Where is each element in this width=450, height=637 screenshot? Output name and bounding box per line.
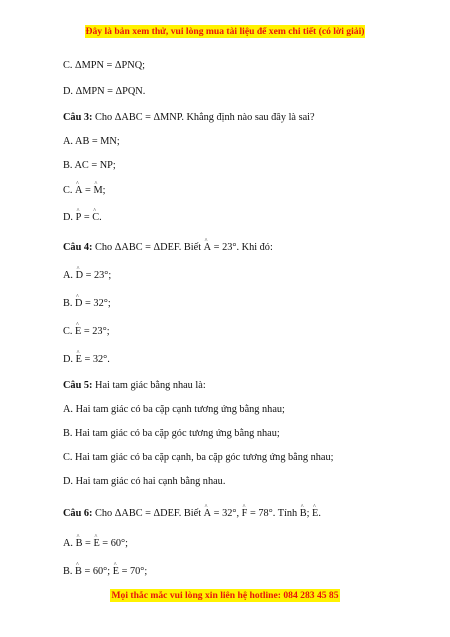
option-text: = — [81, 212, 93, 223]
option-text: = 23°; — [81, 326, 110, 337]
angle-symbol: ^ E — [76, 354, 82, 366]
option-line — [63, 160, 116, 172]
option-line — [63, 404, 285, 416]
option-line — [63, 270, 111, 282]
question-text: Cho ΔABC = ΔDEF. Biết — [92, 242, 204, 253]
option-text: A. Hai tam giác có ba cặp cạnh tương ứng bằng nhau; — [63, 404, 285, 415]
option-prefix: D. — [63, 212, 76, 223]
angle-symbol: ^ E — [93, 538, 99, 550]
angle-symbol: ^ D — [75, 298, 82, 310]
question-text: = 32°, — [211, 508, 242, 519]
angle-symbol: ^ B — [300, 508, 307, 520]
option-text: = 23°; — [83, 270, 112, 281]
angle-symbol: ^ E — [75, 326, 81, 338]
option-text: = 32°; — [82, 298, 111, 309]
angle-symbol: ^ P — [76, 212, 82, 224]
question-label: Câu 6: — [63, 508, 93, 519]
question-text: Cho ΔABC = ΔMNP. Khẳng định nào sau đây là sai? — [92, 112, 315, 123]
option-prefix: B. — [63, 566, 76, 577]
option-text: . — [99, 212, 102, 223]
option-text: ; — [102, 185, 106, 196]
option-line — [63, 86, 145, 98]
option-prefix: D. — [63, 354, 76, 365]
option-line — [63, 452, 334, 464]
option-text: B. AC = NP; — [63, 160, 116, 171]
angle-symbol: ^ M — [93, 185, 102, 197]
option-text: = 32°. — [81, 354, 110, 365]
option-line — [63, 428, 280, 440]
question-text: ; — [306, 508, 313, 519]
option-line — [63, 185, 105, 197]
option-line — [63, 212, 102, 224]
angle-symbol: ^ F — [242, 508, 248, 520]
question-text: = 23°. Khi đó: — [211, 242, 273, 253]
hotline-banner-text: Mọi thắc mắc vui lòng xin liên hệ hotline: 084 283 45 85 — [111, 590, 339, 601]
option-text: B. Hai tam giác có ba cặp góc tương ứng bằng nhau; — [63, 428, 280, 439]
question-label: Câu 4: — [63, 242, 93, 253]
angle-symbol: ^ B — [76, 538, 83, 550]
angle-symbol: ^ E — [113, 566, 119, 578]
angle-symbol: ^ E — [312, 508, 318, 520]
question-label: Câu 3: — [63, 112, 93, 123]
option-line — [63, 298, 111, 310]
option-prefix: C. — [63, 185, 76, 196]
question-label: Câu 5: — [63, 380, 93, 391]
angle-symbol: ^ A — [75, 185, 82, 197]
question-5 — [63, 380, 206, 392]
option-line — [63, 136, 120, 148]
option-text: = 60°; — [81, 566, 113, 577]
question-4 — [63, 242, 273, 254]
option-prefix: A. — [63, 270, 76, 281]
option-text: D. ΔMPN = ΔPQN. — [63, 86, 146, 97]
option-prefix: C. — [63, 326, 76, 337]
option-text: = — [82, 538, 94, 549]
option-text: D. Hai tam giác có hai cạnh bằng nhau. — [63, 476, 226, 487]
question-3 — [63, 112, 315, 124]
hotline-banner — [0, 590, 450, 601]
option-text: = — [82, 185, 94, 196]
angle-symbol: ^ A — [204, 508, 211, 520]
option-text: = 70°; — [119, 566, 148, 577]
option-prefix: B. — [63, 298, 76, 309]
question-text: Hai tam giác bằng nhau là: — [92, 380, 206, 391]
angle-symbol: ^ B — [75, 566, 82, 578]
angle-symbol: ^ A — [204, 242, 211, 254]
angle-symbol: ^ C — [92, 212, 99, 224]
preview-banner-text: Đây là bản xem thử, vui lòng mua tài liệu để xem chi tiết (có lời giải) — [85, 26, 365, 37]
option-line — [63, 476, 225, 488]
option-text: C. Hai tam giác có ba cặp cạnh, ba cặp góc tương ứng bằng nhau; — [63, 452, 334, 463]
question-text: = 78°. Tính — [247, 508, 300, 519]
question-text: Cho ΔABC = ΔDEF. Biết — [92, 508, 204, 519]
option-line — [63, 566, 147, 578]
angle-symbol: ^ D — [76, 270, 83, 282]
preview-banner — [0, 26, 450, 37]
option-prefix: A. — [63, 538, 76, 549]
question-6 — [63, 508, 321, 520]
option-text: = 60°; — [99, 538, 128, 549]
option-text: C. ΔMPN = ΔPNQ; — [63, 60, 145, 71]
option-line — [63, 326, 110, 338]
question-text: . — [318, 508, 321, 519]
option-line — [63, 60, 145, 72]
option-text: A. AB = MN; — [63, 136, 120, 147]
option-line — [63, 538, 128, 550]
option-line — [63, 354, 110, 366]
